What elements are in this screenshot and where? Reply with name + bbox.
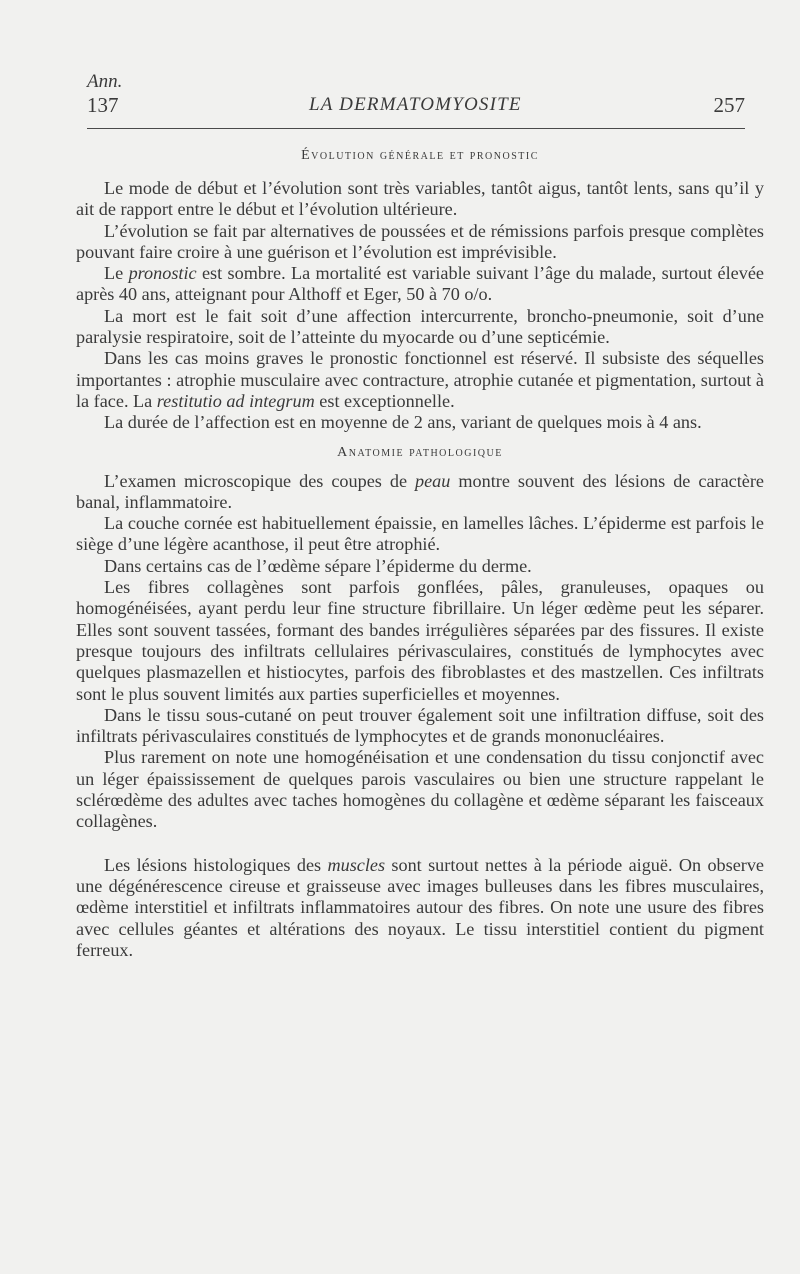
annotation: Ann.: [87, 71, 123, 92]
paragraph: La couche cornée est habituellement épaissie, en lamelles lâches. L’épiderme est parfois le siège d’une légère acanthose, il peut être atrophié.: [76, 513, 764, 555]
paragraph: La mort est le fait soit d’une affection intercurrente, broncho-pneumonie, soit d’une paralysie respiratoire, soit de l’atteinte du myocarde ou d’une septicémie.: [76, 305, 764, 348]
paragraph: Dans le tissu sous-cutané on peut trouver également soit une infiltration diffuse, soit des infiltrats périvasculaires constitués de lymphocytes et de grands mononucléaires.: [76, 704, 764, 747]
running-title: LA DERMATOMYOSITE: [309, 94, 522, 115]
section-title-anatomie: Anatomie pathologique: [337, 444, 503, 460]
paragraph: Le mode de début et l’évolution sont très variables, tantôt aigus, tantôt lents, sans qu’il y ait de rapport entre le début et l’évolution ultérieure.: [76, 178, 764, 220]
paragraph: Le pronostic est sombre. La mortalité est variable suivant l’âge du malade, surtout élevée après 40 ans, atteignant pour Althoff et Eger, 50 à 70 o/o.: [76, 263, 764, 305]
paragraph: L’évolution se fait par alternatives de poussées et de rémissions parfois presque complètes pouvant faire croire à une guérison et l’évolution est imprévisible.: [76, 220, 764, 262]
page-number: 257: [713, 93, 745, 117]
article-body: [76, 145, 764, 961]
volume-number: 137: [87, 93, 119, 117]
section-title-evolution: Évolution générale et pronostic: [301, 148, 539, 163]
header-rule: [87, 128, 745, 129]
emphasis: peau: [415, 470, 451, 491]
paragraph: L’examen microscopique des coupes de peau montre souvent des lésions de caractère banal, inflammatoire.: [76, 470, 764, 512]
emphasis: restitutio ad integrum: [156, 390, 315, 411]
paragraph: Plus rarement on note une homogénéisation et une condensation du tissu conjonctif avec un léger épaississement de quelques parois vasculaires ou bien une structure rappelant le sclérœdème des adultes avec taches homogènes du collagène et œdème séparant les faisceaux collagènes.: [76, 747, 764, 832]
emphasis: pronostic: [128, 263, 197, 284]
headline: [87, 91, 745, 123]
paragraph: Les fibres collagènes sont parfois gonflées, pâles, granuleuses, opaques ou homogénéisées, ayant perdu leur fine structure fibrillaire. Un léger œdème peut les séparer. Elles sont souvent tassées, formant des bandes irrégulières séparées par des fissures. Il existe presque toujours des infiltrats cellulaires périvasculaires, constitués de lymphocytes avec quelques plasmazellen et histiocytes, parfois des fibroblastes et des mastzellen. Ces infiltrats sont le plus souvent limités aux parties superficielles et moyennes.: [76, 577, 764, 704]
paragraph: Dans les cas moins graves le pronostic fonctionnel est réservé. Il subsiste des séquelles importantes : atrophie musculaire avec contracture, atrophie cutanée et pigmentation, surtout à la face. La restitutio ad integrum est exceptionnelle.: [76, 348, 764, 411]
paragraph-gap: [76, 833, 764, 855]
paragraph: Dans certains cas de l’œdème sépare l’épiderme du derme.: [104, 555, 532, 576]
paragraph: La durée de l’affection est en moyenne de 2 ans, variant de quelques mois à 4 ans.: [104, 412, 702, 433]
running-head: [87, 72, 745, 123]
emphasis: muscles: [327, 854, 386, 875]
paragraph: Les lésions histologiques des muscles sont surtout nettes à la période aiguë. On observe une dégénérescence cireuse et graisseuse avec images bulleuses dans les fibres musculaires, œdème interstitiel et infiltrats inflammatoires autour des fibres. On note une usure des fibres avec cellules géantes et altérations des noyaux. Le tissu interstitiel contient du pigment ferreux.: [76, 854, 765, 960]
